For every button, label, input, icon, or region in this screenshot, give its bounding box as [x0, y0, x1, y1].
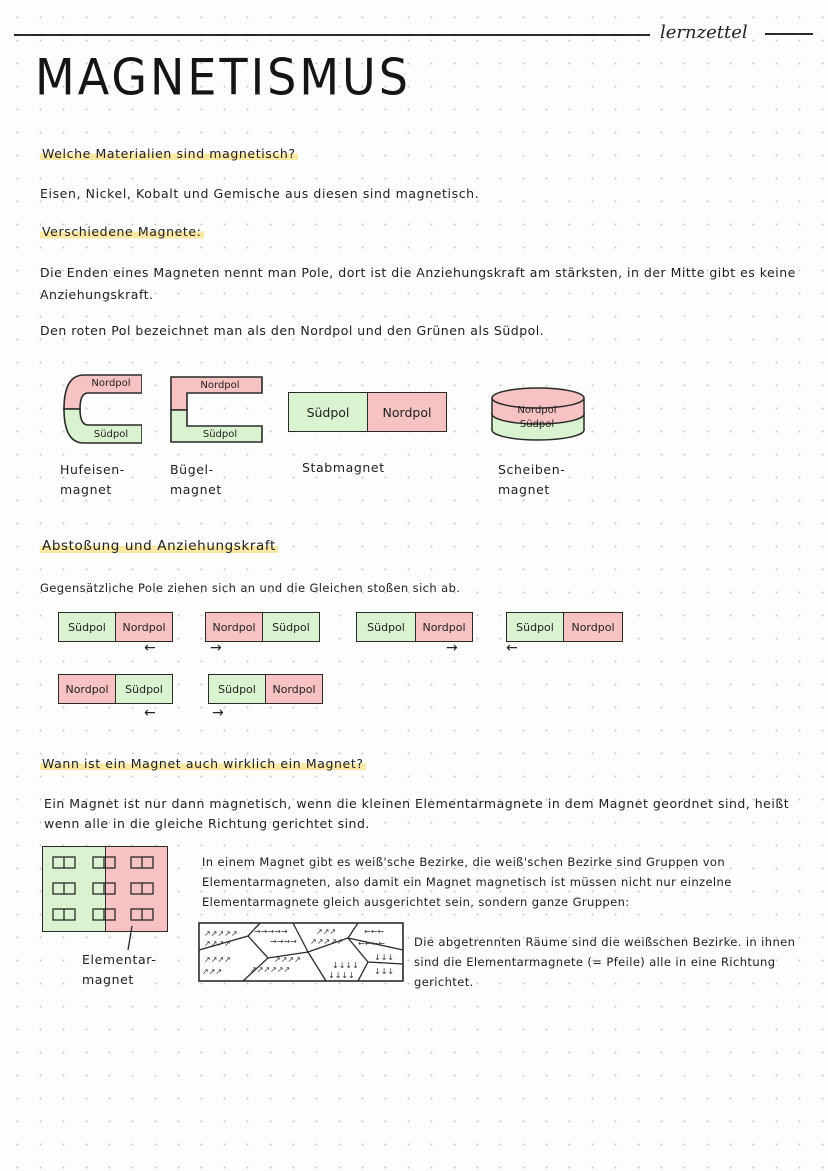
- pair-1: [58, 612, 173, 642]
- poles-text: Die Enden eines Magneten nennt man Pole, dort ist die Anziehungskraft am stärksten, in der Mitte gibt es keine Anziehungskraft.: [40, 265, 796, 302]
- elementary-label: Elementar-magnet: [82, 952, 157, 987]
- elementary-grid: [42, 846, 168, 932]
- name-buegel: Bügel-magnet: [170, 462, 222, 497]
- disc-south-label: Südpol: [519, 418, 555, 430]
- pair-2-left: Nordpol: [206, 613, 262, 641]
- svg-text:↓↓↓↓: ↓↓↓↓: [328, 971, 355, 980]
- svg-text:→→→→→: →→→→→: [254, 927, 288, 936]
- horseshoe-south-label: Südpol: [84, 427, 138, 442]
- page-title: MAGNETISMUS: [35, 47, 411, 107]
- pair-4: [506, 612, 623, 642]
- pair-2: [205, 612, 320, 642]
- domains-text: In einem Magnet gibt es weiß'sche Bezirke, die weiß'schen Bezirke sind Gruppen von Elementarmagneten, also damit ein Magnet magnetisch ist müssen nicht nur einzelne Elementarmagnete gleich ausgerichtet sein, sondern ganze Gruppen:: [202, 855, 732, 909]
- name-horseshoe: Hufeisen-magnet: [60, 462, 125, 497]
- name-bar: Stabmagnet: [302, 460, 385, 475]
- svg-text:↓↓↓↓: ↓↓↓↓: [332, 961, 359, 970]
- svg-text:↗↗↗: ↗↗↗: [316, 927, 337, 936]
- pair-6-arrow: →: [212, 705, 224, 721]
- brand-logo: lernzettel: [660, 22, 748, 43]
- types-heading: Verschiedene Magnete:: [42, 224, 202, 239]
- pair-5: [58, 674, 173, 704]
- pair-3-arrow: →: [446, 640, 458, 656]
- pair-3-right: Nordpol: [415, 613, 472, 641]
- svg-text:←←←←: ←←←←: [358, 939, 385, 948]
- forces-text: Gegensätzliche Pole ziehen sich an und die Gleichen stoßen sich ab.: [40, 581, 461, 595]
- pair-6: [208, 674, 323, 704]
- svg-text:↗↗↗↗↗: ↗↗↗↗↗: [204, 929, 238, 938]
- svg-text:↗↗↗↗: ↗↗↗↗: [204, 955, 231, 964]
- pair-4-arrow: ←: [506, 640, 518, 656]
- buegel-magnet: [170, 376, 264, 444]
- pair-5-arrow: ←: [144, 705, 156, 721]
- domains-note: Die abgetrennten Räume sind die weißschen Bezirke. in ihnen sind die Elementarmagnete (= Pfeile) alle in eine Richtung gerichtet.: [414, 935, 796, 989]
- svg-text:↗↗↗: ↗↗↗: [202, 967, 223, 976]
- bar-north-pole: Nordpol: [367, 393, 446, 431]
- pair-6-right: Nordpol: [265, 675, 322, 703]
- svg-text:↓↓↓: ↓↓↓: [374, 953, 395, 962]
- svg-text:↓↓↓: ↓↓↓: [374, 967, 395, 976]
- buegel-north-label: Nordpol: [190, 378, 250, 392]
- svg-text:←←←: ←←←: [364, 927, 385, 936]
- name-disc: Scheiben-magnet: [498, 462, 566, 497]
- real-text: Ein Magnet ist nur dann magnetisch, wenn die kleinen Elementarmagnete in dem Magnet geordnet sind, heißt wenn alle in die gleiche Richtung gerichtet sind.: [44, 796, 790, 831]
- pair-1-right: Nordpol: [115, 613, 172, 641]
- pair-3-left: Südpol: [357, 613, 415, 641]
- real-heading: Wann ist ein Magnet auch wirklich ein Magnet?: [42, 756, 364, 771]
- svg-text:↗↗↗↗: ↗↗↗↗: [274, 955, 301, 964]
- horseshoe-north-label: Nordpol: [84, 376, 138, 391]
- pair-2-right: Südpol: [262, 613, 319, 641]
- pair-6-left: Südpol: [209, 675, 265, 703]
- colors-text: Den roten Pol bezeichnet man als den Nordpol und den Grünen als Südpol.: [40, 323, 545, 338]
- grid-cells: [43, 847, 167, 931]
- forces-heading: Abstoßung und Anziehungskraft: [42, 538, 276, 554]
- pair-5-left: Nordpol: [59, 675, 115, 703]
- disc-north-label: Nordpol: [517, 404, 557, 416]
- materials-answer: Eisen, Nickel, Kobalt und Gemische aus diesen sind magnetisch.: [40, 186, 480, 201]
- pair-1-left: Südpol: [59, 613, 115, 641]
- pair-1-arrow: ←: [144, 640, 156, 656]
- svg-text:→→→→: →→→→: [270, 937, 297, 946]
- pair-3: [356, 612, 473, 642]
- svg-text:↗↗↗↗↗↗: ↗↗↗↗↗↗: [250, 965, 291, 974]
- domains-diagram: [198, 922, 404, 982]
- buegel-south-label: Südpol: [190, 427, 250, 441]
- top-rule-left: [14, 34, 650, 36]
- pair-5-right: Südpol: [115, 675, 172, 703]
- pair-4-right: Nordpol: [563, 613, 622, 641]
- svg-text:↗↗↗↗↗: ↗↗↗↗↗: [310, 937, 344, 946]
- disc-magnet: [490, 386, 586, 442]
- pair-2-arrow: →: [210, 640, 222, 656]
- svg-text:↗↗↗↗: ↗↗↗↗: [204, 939, 231, 948]
- materials-heading: Welche Materialien sind magnetisch?: [42, 146, 296, 161]
- bar-south-pole: Südpol: [289, 393, 367, 431]
- horseshoe-magnet: [62, 373, 142, 445]
- top-rule-right: [765, 33, 813, 35]
- pair-4-left: Südpol: [507, 613, 563, 641]
- bar-magnet: [288, 392, 447, 432]
